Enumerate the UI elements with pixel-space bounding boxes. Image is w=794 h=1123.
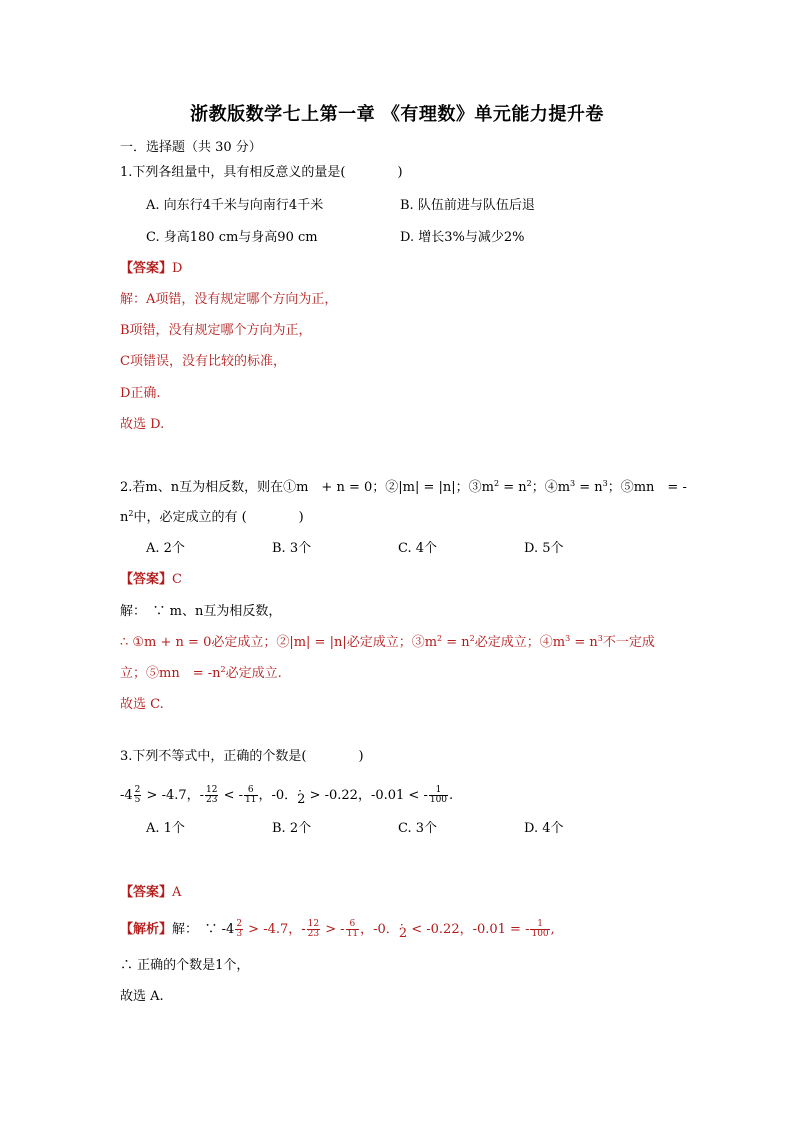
sol-text: < -0.22，-0.01 = -	[407, 922, 530, 937]
superscript: 3	[602, 479, 608, 488]
q3-conclusion: 故选 A.	[120, 989, 164, 1004]
superscript: 2	[526, 479, 532, 488]
q1-option-b: B. 队伍前进与队伍后退	[400, 198, 535, 213]
q1-conclusion: 故选 D.	[120, 417, 165, 432]
fraction	[244, 786, 257, 805]
superscript: 2	[493, 479, 500, 488]
q1-stem: 1.下列各组量中，具有相反意义的量是( )	[120, 165, 403, 180]
answer-label: 【答案】	[120, 261, 173, 276]
denominator: 100	[429, 795, 448, 805]
fraction	[134, 786, 142, 805]
expr-text: -4	[120, 788, 133, 803]
q1-solution-line: C项错误，没有比较的标准，	[120, 354, 286, 369]
superscript: 3	[570, 479, 576, 488]
q2-sol-text: ∴ ①m + n = 0必定成立；②|m| = |n|必定成立；③m	[120, 635, 438, 650]
fraction	[307, 920, 320, 939]
denominator: 11	[245, 795, 257, 805]
q2-sol-text: 必定成立；④m	[474, 635, 566, 650]
q2-text: ；⑤mn = -	[607, 480, 687, 495]
answer-label: 【答案】	[120, 572, 173, 587]
q3-expression	[120, 786, 453, 805]
numerator: 2	[134, 785, 141, 795]
superscript: 2	[437, 634, 443, 643]
q3-option-a: A. 1个	[146, 821, 185, 836]
numerator: 1	[530, 920, 549, 930]
denominator: 11	[346, 929, 359, 939]
q2-solution-line	[120, 665, 282, 683]
numerator: 12	[206, 785, 218, 795]
q2-sol-text: = n	[442, 635, 470, 650]
repeating-digit: · 2	[297, 791, 305, 809]
numerator: 1	[429, 786, 448, 796]
q2-option-c: C. 4个	[398, 541, 438, 556]
sol-text: > -4.7，-	[244, 922, 306, 937]
q1-option-c: C. 身高180 cm与身高90 cm	[146, 230, 318, 245]
numerator: 2	[236, 919, 243, 929]
fraction	[429, 786, 448, 805]
answer-value: D	[172, 261, 183, 276]
sol-text: ,	[550, 922, 555, 937]
numerator: 6	[244, 786, 257, 796]
expr-text: .	[449, 788, 454, 803]
sol-text: > -	[321, 922, 345, 937]
q3-answer	[120, 884, 181, 902]
denominator: 5	[134, 795, 141, 805]
superscript: 2	[220, 665, 226, 674]
q2-option-b: B. 3个	[272, 541, 312, 556]
page-title: 浙教版数学七上第一章 《有理数》单元能力提升卷	[190, 104, 604, 125]
denominator: 3	[236, 929, 243, 939]
expr-text: > -0.22，-0.01 < -	[305, 788, 428, 803]
q3-analysis	[120, 920, 555, 939]
q2-solution-line	[120, 634, 655, 652]
q3-solution-line: ∴ 正确的个数是1个，	[120, 958, 250, 973]
sol-text: ，-0．	[360, 922, 399, 937]
q2-sol-text: 必定成立.	[225, 666, 282, 681]
expr-text: ，-0．	[258, 788, 298, 803]
superscript: 3	[597, 634, 603, 643]
sol-text: 解： ∵ -4	[172, 922, 235, 937]
q1-solution-line: D正确.	[120, 386, 161, 401]
q3-stem: 3.下列不等式中，正确的个数是( )	[120, 749, 364, 764]
denominator: 100	[531, 929, 549, 939]
analysis-label: 【解析】	[120, 922, 173, 937]
numerator: 6	[346, 920, 359, 930]
q3-option-b: B. 2个	[272, 821, 312, 836]
fraction	[346, 920, 359, 939]
q2-sol-text: 立；⑤mn = -n	[120, 666, 221, 681]
answer-label: 【答案】	[120, 885, 173, 900]
q2-text: ；④m	[531, 480, 571, 495]
expr-text: > -4.7，-	[142, 788, 205, 803]
superscript: 2	[128, 509, 134, 518]
q2-stem-line1	[120, 479, 687, 497]
repeating-digit: · 2	[399, 925, 407, 943]
q2-text: 中，必定成立的有 ( )	[133, 510, 304, 525]
q1-option-d: D. 增长3%与减少2%	[400, 230, 525, 245]
fraction	[530, 920, 549, 939]
q1-answer	[120, 260, 182, 278]
q2-text: n	[120, 510, 129, 525]
q2-conclusion: 故选 C.	[120, 697, 164, 712]
q3-option-c: C. 3个	[398, 821, 438, 836]
expr-text: < -	[219, 788, 244, 803]
q2-text: = n	[575, 480, 603, 495]
q1-solution-line: B项错，没有规定哪个方向为正，	[120, 323, 312, 338]
q2-stem-line2	[120, 509, 304, 527]
q2-text: 2.若m、n互为相反数，则在①m + n = 0；②|m| = |n|；③m	[120, 480, 494, 495]
q2-sol-text: 不一定成	[602, 635, 655, 650]
denominator: 23	[206, 795, 218, 805]
q1-solution-line: 解：A项错，没有规定哪个方向为正，	[120, 292, 338, 307]
fraction	[235, 920, 243, 939]
answer-value: A	[172, 885, 182, 900]
q2-solution-line: 解： ∵ m、n互为相反数，	[120, 604, 282, 619]
q2-sol-text: = n	[570, 635, 598, 650]
answer-value: C	[172, 572, 182, 587]
q2-text: = n	[499, 480, 527, 495]
q1-option-a: A. 向东行4千米与向南行4千米	[146, 198, 324, 213]
fraction	[205, 786, 218, 805]
section-heading: 一．选择题（共 30 分）	[120, 140, 262, 155]
numerator: 12	[307, 919, 320, 929]
superscript: 2	[469, 634, 475, 643]
q3-option-d: D. 4个	[524, 821, 564, 836]
q2-answer	[120, 571, 182, 589]
q2-option-a: A. 2个	[146, 541, 185, 556]
denominator: 23	[307, 929, 320, 939]
superscript: 3	[565, 634, 571, 643]
q2-option-d: D. 5个	[524, 541, 564, 556]
